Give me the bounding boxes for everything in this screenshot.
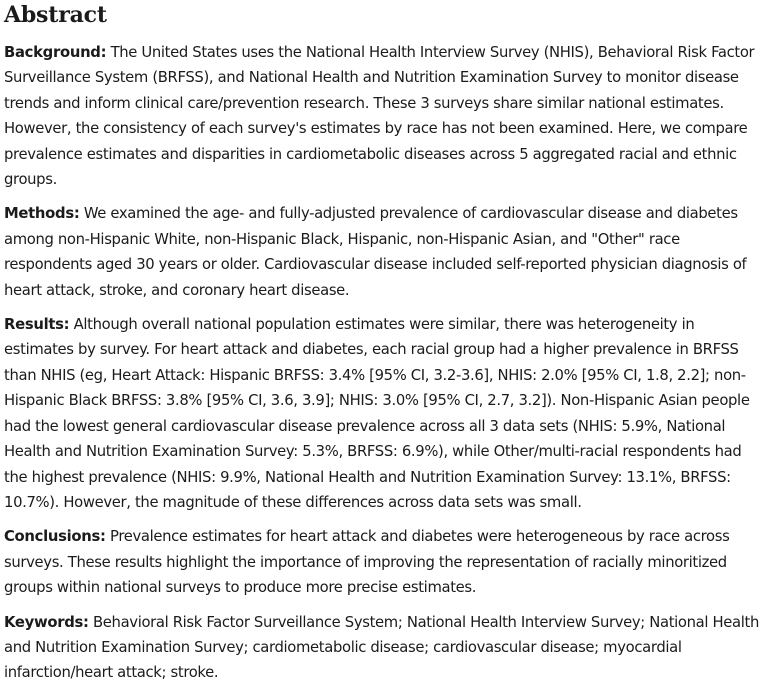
- background-label: Background:: [4, 44, 107, 61]
- results-section: [4, 312, 761, 515]
- abstract-heading: Abstract: [4, 2, 107, 28]
- conclusions-label: Conclusions:: [4, 528, 106, 546]
- results-label: Results:: [4, 316, 70, 334]
- methods-section: [4, 201, 761, 303]
- conclusions-text: Prevalence estimates for heart attack and diabetes were heterogeneous by race across surveys. These results highlight the importance of improving the representation of racially minoritized groups within national surveys to produce more precise estimates.: [4, 528, 730, 597]
- conclusions-section: [4, 524, 761, 600]
- background-section: [4, 40, 761, 192]
- background-text: The United States uses the National Health Interview Survey (NHIS), Behavioral Risk Factor Surveillance System (BRFSS), and National Health and Nutrition Examination Survey to monitor disease trends and inform clinical care/prevention research. These 3 surveys share similar national estimates. However, the consistency of each survey's estimates by race has not been examined. Here, we compare prevalence estimates and disparities in cardiometabolic diseases across 5 aggregated racial and ethnic groups.: [4, 44, 755, 189]
- keywords-section: [4, 610, 761, 686]
- keywords-text: Behavioral Risk Factor Surveillance System; National Health Interview Survey; National Health and Nutrition Examination Survey; cardiometabolic disease; cardiovascular disease; myocardial infarction/heart attack; stroke.: [4, 613, 759, 682]
- methods-text: We examined the age- and fully-adjusted prevalence of cardiovascular disease and diabetes among non-Hispanic White, non-Hispanic Black, Hispanic, non-Hispanic Asian, and "Other" race respondents aged 30 years or older. Cardiovascular disease included self-reported physician diagnosis of heart attack, stroke, and coronary heart disease.: [4, 205, 747, 299]
- results-text: Although overall national population estimates were similar, there was heterogeneity in estimates by survey. For heart attack and diabetes, each racial group had a higher prevalence in BRFSS than NHIS (eg, Heart Attack: Hispanic BRFSS: 3.4% [95% CI, 3.2-3.6], NHIS: 2.0% [95% CI, 1.8, 2.2]; non-Hispanic Black BRFSS: 3.8% [95% CI, 3.6, 3.9]; NHIS: 3.0% [95% CI, 2.7, 3.2]). Non-Hispanic Asian people had the lowest general cardiovascular disease prevalence across all 3 data sets (NHIS: 5.9%, National Health and Nutrition Examination Survey: 5.3%, BRFSS: 6.9%), while Other/multi-racial respondents had the highest prevalence (NHIS: 9.9%, National Health and Nutrition Examination Survey: 13.1%, BRFSS: 10.7%). However, the magnitude of these differences across data sets was small.: [4, 316, 750, 511]
- methods-label: Methods:: [4, 205, 80, 223]
- keywords-label: Keywords:: [4, 613, 89, 631]
